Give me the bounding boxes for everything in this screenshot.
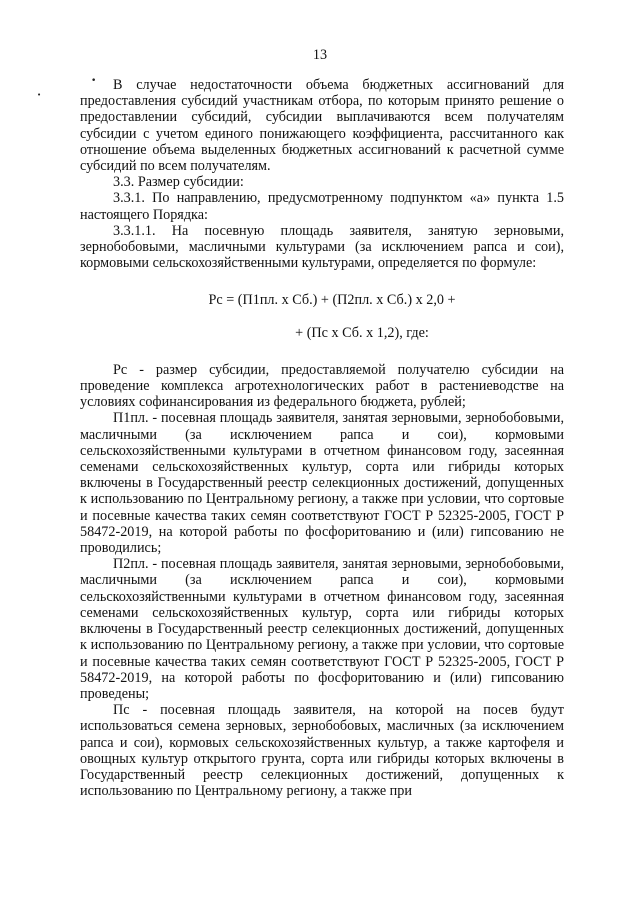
page-number: 13 [312, 47, 328, 63]
scan-speck-mark: • [91, 76, 97, 86]
definition-p2pl: П2пл. - посевная площадь заявителя, занятая зерновыми, зернобобовыми, масличными (за исключением рапса и сои), кормовыми сельскохозяйственными культурами в отчетном финансовом году, засеянная семенами сельскохозяйственных культур, сорта или гибриды которых включены в Государственный реестр селекционных достижений, допущенных к использованию по Центральному региону, а также при условии, что сортовые и посевные качества таких семян соответствуют ГОСТ Р 52325-2005, ГОСТ Р 58472-2019, на которой работы по фосфоритованию и (или) гипсованию проведены; [80, 556, 564, 702]
scan-speck-mark: • [37, 91, 42, 99]
definition-p1pl: П1пл. - посевная площадь заявителя, занятая зерновыми, зернобобовыми, масличными (за исключением рапса и сои), кормовыми сельскохозяйственными культурами в отчетном финансовом году, засеянная семенами сельскохозяйственных культур, сорта или гибриды которых включены в Государственный реестр селекционных достижений, допущенных к использованию по Центральному региону, а также при условии, что сортовые и посевные качества таких семян соответствуют ГОСТ Р 52325-2005, ГОСТ Р 58472-2019, на которой работы по фосфоритованию и (или) гипсованию не проводились; [80, 410, 564, 557]
paragraph-budget-shortage: В случае недостаточности объема бюджетных ассигнований для предоставления субсидий участникам отбора, по которым принято решение о предоставлении субсидий, субсидии выплачиваются всем получателям субсидии с учетом единого понижающего коэффициента, рассчитанного как отношение объема выделенных бюджетных ассигнований к расчетной сумме субсидий по всем получателям. [80, 77, 564, 175]
paragraph-3-3-1: 3.3.1. По направлению, предусмотренному подпунктом «а» пункта 1.5 настоящего Порядка: [80, 190, 564, 223]
definition-ps: Пс - посевная площадь заявителя, на которой на посев будут использоваться семена зерновых, зернобобовых, масличных (за исключением рапса и сои), кормовых сельскохозяйственных культур, а также картофеля и овощных культур открытого грунта, сорта или гибриды которых включены в Государственный реестр селекционных достижений, допущенных к использованию по Центральному региону, а также при [80, 702, 564, 800]
formula-line-1: Рс = (П1пл. x Сб.) + (П2пл. x Сб.) x 2,0 + [208, 292, 456, 309]
document-body [80, 77, 564, 799]
paragraph-3-3-1-1: 3.3.1.1. На посевную площадь заявителя, занятую зерновыми, зернобобовыми, масличными культурами (за исключением рапса и сои), кормовыми сельскохозяйственными культурами, определяется по формуле: [80, 222, 564, 272]
formula-line-2: + (Пс x Сб. x 1,2), где: [295, 324, 429, 341]
paragraph-subsidy-size-heading: 3.3. Размер субсидии: [113, 174, 244, 191]
definition-rs: Рс - размер субсидии, предоставляемой получателю субсидии на проведение комплекса агротехнологических работ в растениеводстве на условиях софинансирования из федерального бюджета, рублей; [80, 361, 564, 411]
